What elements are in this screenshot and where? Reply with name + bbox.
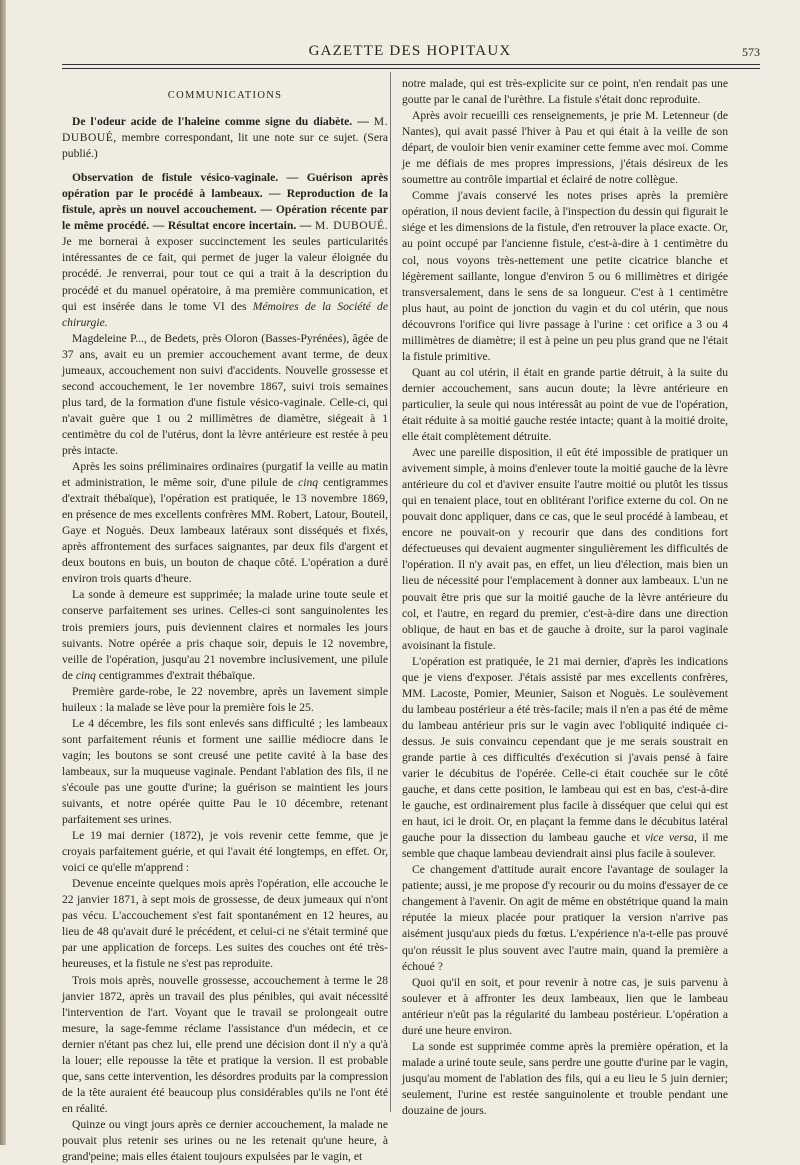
header-rule-top bbox=[62, 64, 760, 65]
paragraph: Avec une pareille disposition, il eût été impossible de pratiquer un avivement simple, à moins d'enlever toute la moitié gauche de la lèvre antérieure du col et d'aviver ensuite l'autre moitié ou plutôt les tissus qui en tenaient place, tout en oblitérant l'orifice externe du col. On ne pouvait donc appliquer, dans ce cas, que le seul procédé à lambeau, et encore ne pouvait-on y recourir que dans des conditions fort défectueuses qui devaient augmenter singulièrement les difficultés de l'opération. Il n'y avait pas, en effet, un lieu d'élection, mais bien un lieu de nécessité pour l'emplacement à donner aux lambeaux. L'un ne pouvait être pris que sur la moitié gauche de la lèvre antérieure du col, et l'autre, en regard du premier, c'est-à-dire dans une direction oblique, de haut en bas et de gauche à droite, sur la paroi vaginale avoisinant la fistule. bbox=[402, 446, 728, 652]
paragraph: La sonde est supprimée comme après la première opération, et la malade a uriné toute seule, sans perdre une goutte d'urine par le vagin, jusqu'au moment de l'ablation des fils, qui a eu lieu le 5 juin dernier; seulement, l'urine est restée sanguinolente et trouble pendant une douzaine de jours. bbox=[402, 1039, 728, 1117]
journal-title: GAZETTE DES HOPITAUX bbox=[308, 43, 512, 59]
item2-reference: Mémoires de la Société de chirurgie. bbox=[62, 299, 388, 329]
paragraph: notre malade, qui est très-explicite sur ce point, n'en rendait pas une goutte par le canal de l'urèthre. La fistule s'était donc reproduite. bbox=[402, 77, 728, 107]
emphasis: cinq bbox=[298, 476, 319, 490]
page-binding-edge bbox=[0, 0, 6, 1145]
header-rule-bottom bbox=[62, 68, 760, 69]
paragraph: Le 19 mai dernier (1872), je vois revenir cette femme, que je croyais parfaitement guérie, et qui l'avait été longtemps, en effet. Or, voici ce qu'elle m'apprend : bbox=[62, 829, 388, 875]
paragraph-text: centigrammes d'extrait thébaïque. bbox=[95, 668, 256, 682]
paragraph-text: Après les soins préliminaires ordinaires (purgatif la veille au matin et administration, le même soir, d'une pilule de bbox=[62, 460, 388, 490]
page-number: 573 bbox=[742, 45, 760, 59]
paragraph: Quant au col utérin, il était en grande partie détruit, à la suite du dernier accouchement, sans aucun doute; la lèvre antérieure en particulier, la seule qui nous intéressât au point de vue de l'opération, était réduite à sa moitié gauche restée intacte; quant à la moitié droite, elle était complètement détruite. bbox=[402, 365, 728, 444]
paragraph: Trois mois après, nouvelle grossesse, accouchement à terme le 28 janvier 1872, après un travail des plus pénibles, qui avait nécessité l'intervention de l'art. Voyant que le travail se prolongeait outre mesure, la sage-femme réclame l'assistance d'un médecin, et ce dernier n'étant pas chez lui, elle prend une décision dont il n'y a qu'à la louer; elle repousse la tête et pratique la version. Il est probable que, sans cette intervention, les désordres produits par la compression de la tête auraient été beaucoup plus considérables qu'ils ne l'ont été en réalité. bbox=[62, 973, 388, 1115]
paragraph: Devenue enceinte quelques mois après l'opération, elle accouche le 22 janvier 1871, à sept mois de grossesse, de deux jumeaux qui n'ont pas vécu. L'accouchement s'est fait spontanément en 12 heures, au lieu de 48 qu'avait duré le précédent, et celui-ci ne s'était terminé que par une application de forceps. Les suites des couches ont été très-heureuses, et la fistule ne s'est pas reproduite. bbox=[62, 877, 388, 971]
item1-author: M. DUBOUÉ, bbox=[62, 115, 388, 145]
column-divider bbox=[390, 72, 391, 1112]
emphasis: vice versa bbox=[644, 831, 694, 845]
paragraph bbox=[62, 587, 388, 683]
right-column bbox=[402, 76, 728, 1119]
item1-text: membre correspondant, lit une note sur ce sujet. (Sera publié.) bbox=[62, 131, 388, 161]
paragraph: Quoi qu'il en soit, et pour revenir à notre cas, je suis parvenu à soulever et à affronter les deux lambeaux, lien que le lambeau antérieur n'eût pas la régularité du lambeau postérieur. L'opération a duré une heure environ. bbox=[402, 975, 728, 1037]
paragraph: Ce changement d'attitude aurait encore l'avantage de soulager la patiente; aussi, je me propose d'y recourir ou du moins d'essayer de ce changement à l'avenir. On agit de même en obstétrique quand la main réputée la mieux placée pour pratiquer la version n'arrive pas aisément jusqu'aux pieds du fœtus. L'expérience n'a-t-elle pas prouvé qu'on réussit le plus souvent avec l'autre main, quand la première a échoué ? bbox=[402, 863, 728, 973]
paragraph-text: centigrammes d'extrait thébaïque), l'opération est pratiquée, le 13 novembre 1869, en présence de mes excellents confrères MM. Robert, Latour, Bouteil, Gaye et Noguès. Deux lambeaux latéraux sont disséqués et fixés, après affrontement des surfaces saignantes, par deux fils d'argent et deux boutons en buis, un bouton de chaque côté. L'opération a duré environ trois quarts d'heure. bbox=[62, 476, 388, 586]
item2-author: M. DUBOUÉ. bbox=[315, 219, 388, 233]
paragraph-text: , il me semble que chaque lambeau deviendrait ainsi plus facile à soulever. bbox=[402, 831, 728, 861]
item2-title: Observation de fistule vésico-vaginale. — Guérison après opération par le procédé à lambeaux. — Reproduction de la fistule, après un nouvel accouchement. — Opération récente par le même procédé. — Résultat encore incertain. — bbox=[62, 171, 388, 233]
paragraph: Quinze ou vingt jours après ce dernier accouchement, la malade ne pouvait plus retenir ses urines ou ne les retenait qu'une heure, à grand'peine; mais elles étaient toujours expulsées par le vagin, et bbox=[62, 1117, 388, 1164]
item1-title: De l'odeur acide de l'haleine comme signe du diabète. — bbox=[72, 115, 369, 129]
paragraph: Première garde-robe, le 22 novembre, après un lavement simple huileux : la malade se lève pour la première fois le 25. bbox=[62, 684, 388, 714]
paragraph: Le 4 décembre, les fils sont enlevés sans difficulté ; les lambeaux sont parfaitement réunis et forment une saillie médiocre dans le vagin; les boutons se sont creusé une petite cavité à la base des lambeaux, sur la muqueuse vaginale. Pendant l'ablation des fils, il ne s'écoule pas une goutte d'urine; la guérison se maintient les jours suivants, et notre opérée quitte Pau le 10 décembre, retenant parfaitement ses urines. bbox=[62, 716, 388, 827]
paragraph bbox=[62, 459, 388, 587]
paragraph-text: L'opération est pratiquée, le 21 mai dernier, d'après les indications que je viens d'exposer. J'étais assisté par mes excellents confrères, MM. Lacoste, Pomier, Meunier, Saison et Noguès. Le soulèvement du lambeau postérieur a été très-facile; mais il n'en a pas été de même du lambeau antérieur pris sur le vagin avec l'obliquité indiquée ci-dessus. Je suis convaincu cependant que je me serais soustrait en grande partie à ces difficultés d'exécution si j'avais pensé à faire varier le décubitus de l'opérée. Celle-ci était couchée sur le côté gauche, et dans cette position, le lambeau qui est en bas, c'est-à-dire le gauche, est ordinairement plus facile à disséquer que celui qui est en haut, ici le droit. Or, en plaçant la femme dans le décubitus latéral gauche pour la dissection du lambeau gauche et bbox=[402, 654, 728, 845]
item2-text: Je me bornerai à exposer succinctement les seules particularités intéressantes de ce fait, qui permet de juger la valeur éloignée du procédé. Je renverrai, pour tout ce qui a trait à la description du procédé et du manuel opératoire, à ma première communication, et qui est insérée dans le tome VI des bbox=[62, 235, 388, 313]
paragraph: Après avoir recueilli ces renseignements, je prie M. Letenneur (de Nantes), qui avait passé l'hiver à Pau et qui était à la veille de son départ, de vouloir bien venir examiner cette femme avec moi. Comme je me défiais de mes propres impressions, j'étais désireux de les soumettre au contrôle impartial et éclairé de notre collègue. bbox=[402, 109, 728, 187]
page-header bbox=[60, 43, 760, 63]
paragraph bbox=[402, 654, 728, 863]
paragraph: Magdeleine P..., de Bedets, près Oloron (Basses-Pyrénées), âgée de 37 ans, avait eu un premier accouchement avant terme, de deux jumeaux, accouchement non suivi d'accidents. Nouvelle grossesse et second accouchement, le 1er novembre 1867, suivi trois semaines plus tard, de la formation d'une fistule vésico-vaginale. Celle-ci, qui n'avait guère que 1 ou 2 millimètres de diamètre, siégeait à 1 centimètre du col de l'utérus, dont la lèvre antérieure est restée à peu près intacte. bbox=[62, 331, 388, 457]
emphasis: cinq bbox=[75, 668, 96, 682]
section-heading: COMMUNICATIONS bbox=[167, 90, 283, 101]
paragraph-text: La sonde à demeure est supprimée; la malade urine toute seule et conserve parfaitement ses urines. Celles-ci sont sanguinolentes les trois premiers jours, puis deviennent claires et normales les jours suivants. Notre opérée a pris chaque soir, depuis le 12 novembre, veille de l'opération, jusqu'au 21 novembre inclusivement, une pilule de bbox=[62, 588, 388, 682]
communication-diabetes bbox=[62, 114, 388, 162]
paragraph: Comme j'avais conservé les notes prises après la première opération, il nous devient facile, à l'inspection du dessin qui figurait le siége et les dimensions de la fistule, d'en retrouver la place exacte. Or, au point occupé par l'ancienne fistule, c'est-à-dire à 1 centimètre du col, nous voyons très-nettement une petite cicatrice blanche et légèrement saillante, longue d'environ 5 ou 6 millimètres et dirigée transversalement, dans le sens de sa longueur. C'est à 1 centimètre plus haut, au point de jonction du vagin et du col utérin, que nous découvrons l'orifice qui livre passage à l'urine : cet orifice a 3 ou 4 millimètres de diamètre; il est à peine un peu plus grand que ne l'était la fistule primitive. bbox=[402, 189, 728, 363]
communication-fistula bbox=[62, 170, 388, 330]
left-column bbox=[62, 76, 388, 1165]
